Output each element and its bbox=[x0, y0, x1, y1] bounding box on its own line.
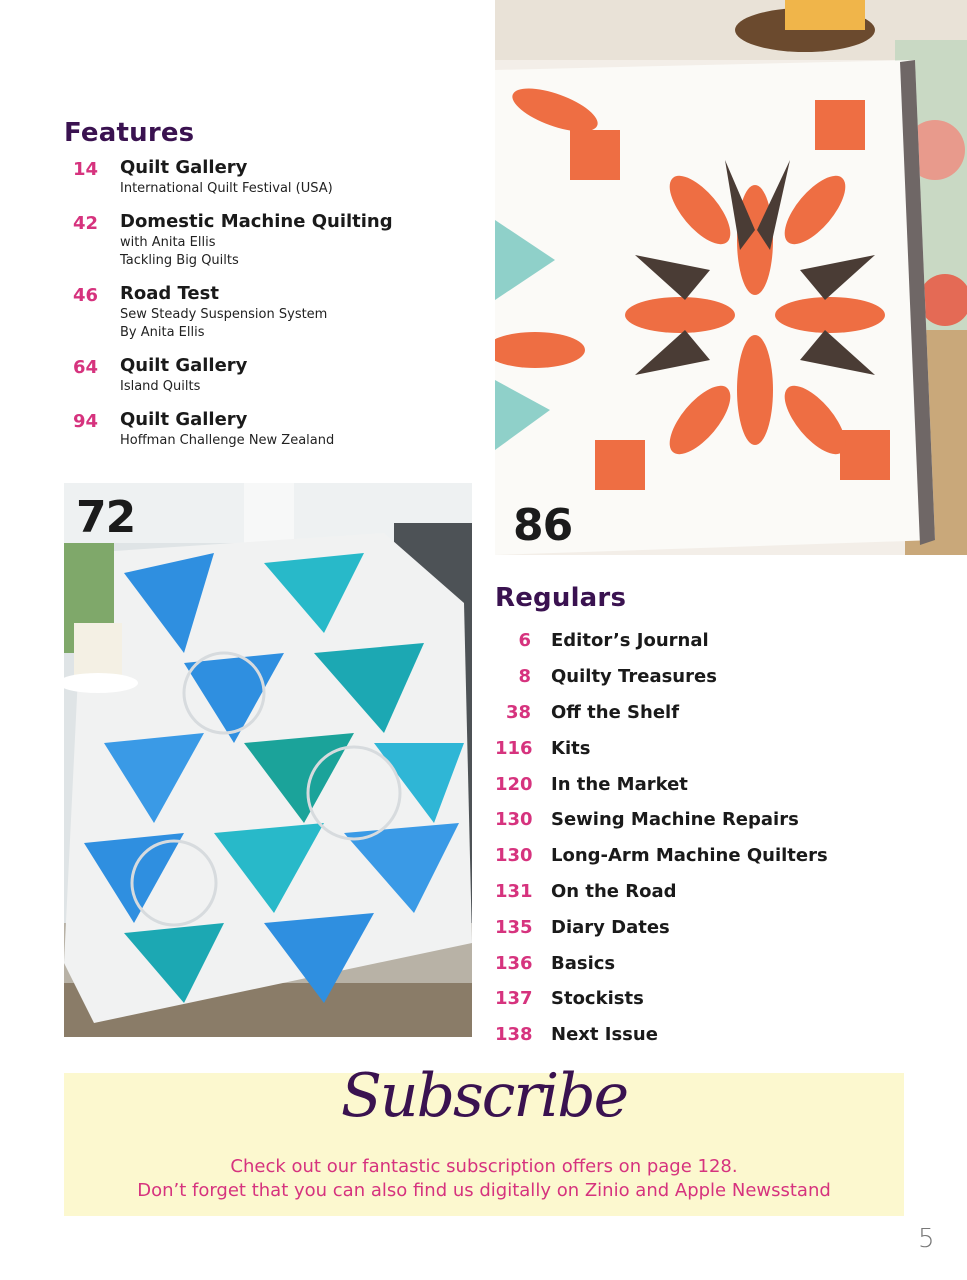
blue-quilt-illustration bbox=[64, 483, 472, 1037]
feature-item[interactable] bbox=[64, 408, 464, 450]
feature-page-number: 14 bbox=[72, 159, 98, 180]
feature-title: Quilt Gallery bbox=[120, 409, 248, 430]
regular-page-number: 131 bbox=[495, 880, 533, 902]
regular-label: Off the Shelf bbox=[551, 701, 680, 723]
subscribe-heading: Subscribe bbox=[340, 1061, 628, 1131]
feature-title: Domestic Machine Quilting bbox=[120, 211, 393, 232]
feature-item[interactable] bbox=[64, 210, 464, 270]
regular-label: Basics bbox=[551, 952, 616, 974]
regular-page-number: 136 bbox=[495, 952, 533, 974]
feature-title: Quilt Gallery bbox=[120, 355, 248, 376]
regulars-section bbox=[495, 583, 935, 1053]
regular-label: On the Road bbox=[551, 880, 677, 902]
regular-item[interactable] bbox=[495, 623, 935, 659]
feature-item[interactable] bbox=[64, 354, 464, 396]
subscribe-digital-text: Don’t forget that you can also find us digitally on Zinio and Apple Newsstand bbox=[137, 1180, 831, 1201]
regulars-list bbox=[495, 623, 935, 1053]
regular-page-number: 138 bbox=[495, 1024, 533, 1046]
features-list bbox=[64, 156, 464, 450]
regular-item[interactable] bbox=[495, 981, 935, 1017]
page-number: 5 bbox=[918, 1224, 935, 1254]
regular-label: Sewing Machine Repairs bbox=[551, 809, 799, 831]
feature-subtitle: By Anita Ellis bbox=[120, 325, 205, 340]
quilt-photo-blue[interactable] bbox=[64, 483, 472, 1037]
feature-title: Quilt Gallery bbox=[120, 157, 248, 178]
regular-page-number: 130 bbox=[495, 809, 533, 831]
regular-page-number: 8 bbox=[518, 666, 531, 688]
feature-item[interactable] bbox=[64, 282, 464, 342]
regular-page-number: 135 bbox=[495, 916, 533, 938]
regular-page-number: 38 bbox=[505, 701, 531, 723]
regular-item[interactable] bbox=[495, 1017, 935, 1053]
regular-page-number: 116 bbox=[495, 737, 533, 759]
regular-label: In the Market bbox=[551, 773, 688, 795]
regular-item[interactable] bbox=[495, 766, 935, 802]
feature-page-number: 64 bbox=[72, 357, 98, 378]
regular-page-number: 6 bbox=[518, 630, 531, 652]
regular-label: Quilty Treasures bbox=[551, 666, 717, 688]
feature-subtitle: International Quilt Festival (USA) bbox=[120, 181, 333, 196]
quilt-photo-star[interactable] bbox=[495, 0, 967, 555]
regular-page-number: 137 bbox=[495, 988, 533, 1010]
feature-page-number: 94 bbox=[72, 411, 98, 432]
regular-page-number: 130 bbox=[495, 845, 533, 867]
feature-item[interactable] bbox=[64, 156, 464, 198]
regular-label: Editor’s Journal bbox=[551, 630, 709, 652]
regular-item[interactable] bbox=[495, 659, 935, 695]
regular-item[interactable] bbox=[495, 874, 935, 910]
page-reference-86: 86 bbox=[513, 500, 573, 551]
regular-item[interactable] bbox=[495, 730, 935, 766]
feature-subtitle: with Anita Ellis bbox=[120, 235, 216, 250]
regular-page-number: 120 bbox=[495, 773, 533, 795]
feature-subtitle: Island Quilts bbox=[120, 379, 201, 394]
regular-item[interactable] bbox=[495, 945, 935, 981]
regular-item[interactable] bbox=[495, 802, 935, 838]
regular-label: Diary Dates bbox=[551, 916, 670, 938]
feature-page-number: 42 bbox=[72, 213, 98, 234]
features-heading: Features bbox=[64, 118, 195, 148]
feature-subtitle: Sew Steady Suspension System bbox=[120, 307, 328, 322]
feature-subtitle: Hoffman Challenge New Zealand bbox=[120, 433, 335, 448]
regular-item[interactable] bbox=[495, 909, 935, 945]
feature-title: Road Test bbox=[120, 283, 219, 304]
regular-label: Stockists bbox=[551, 988, 644, 1010]
regulars-heading: Regulars bbox=[495, 583, 627, 613]
feature-page-number: 46 bbox=[72, 285, 98, 306]
regular-item[interactable] bbox=[495, 695, 935, 731]
page-reference-72: 72 bbox=[76, 492, 136, 543]
regular-item[interactable] bbox=[495, 838, 935, 874]
regular-label: Next Issue bbox=[551, 1024, 658, 1046]
features-section bbox=[64, 118, 464, 462]
feature-subtitle: Tackling Big Quilts bbox=[120, 253, 239, 268]
subscribe-box[interactable] bbox=[64, 1061, 904, 1216]
regular-label: Kits bbox=[551, 737, 591, 759]
regular-label: Long-Arm Machine Quilters bbox=[551, 845, 828, 867]
subscribe-offer-text: Check out our fantastic subscription offers on page 128. bbox=[230, 1156, 738, 1177]
star-quilt-illustration bbox=[495, 0, 967, 555]
